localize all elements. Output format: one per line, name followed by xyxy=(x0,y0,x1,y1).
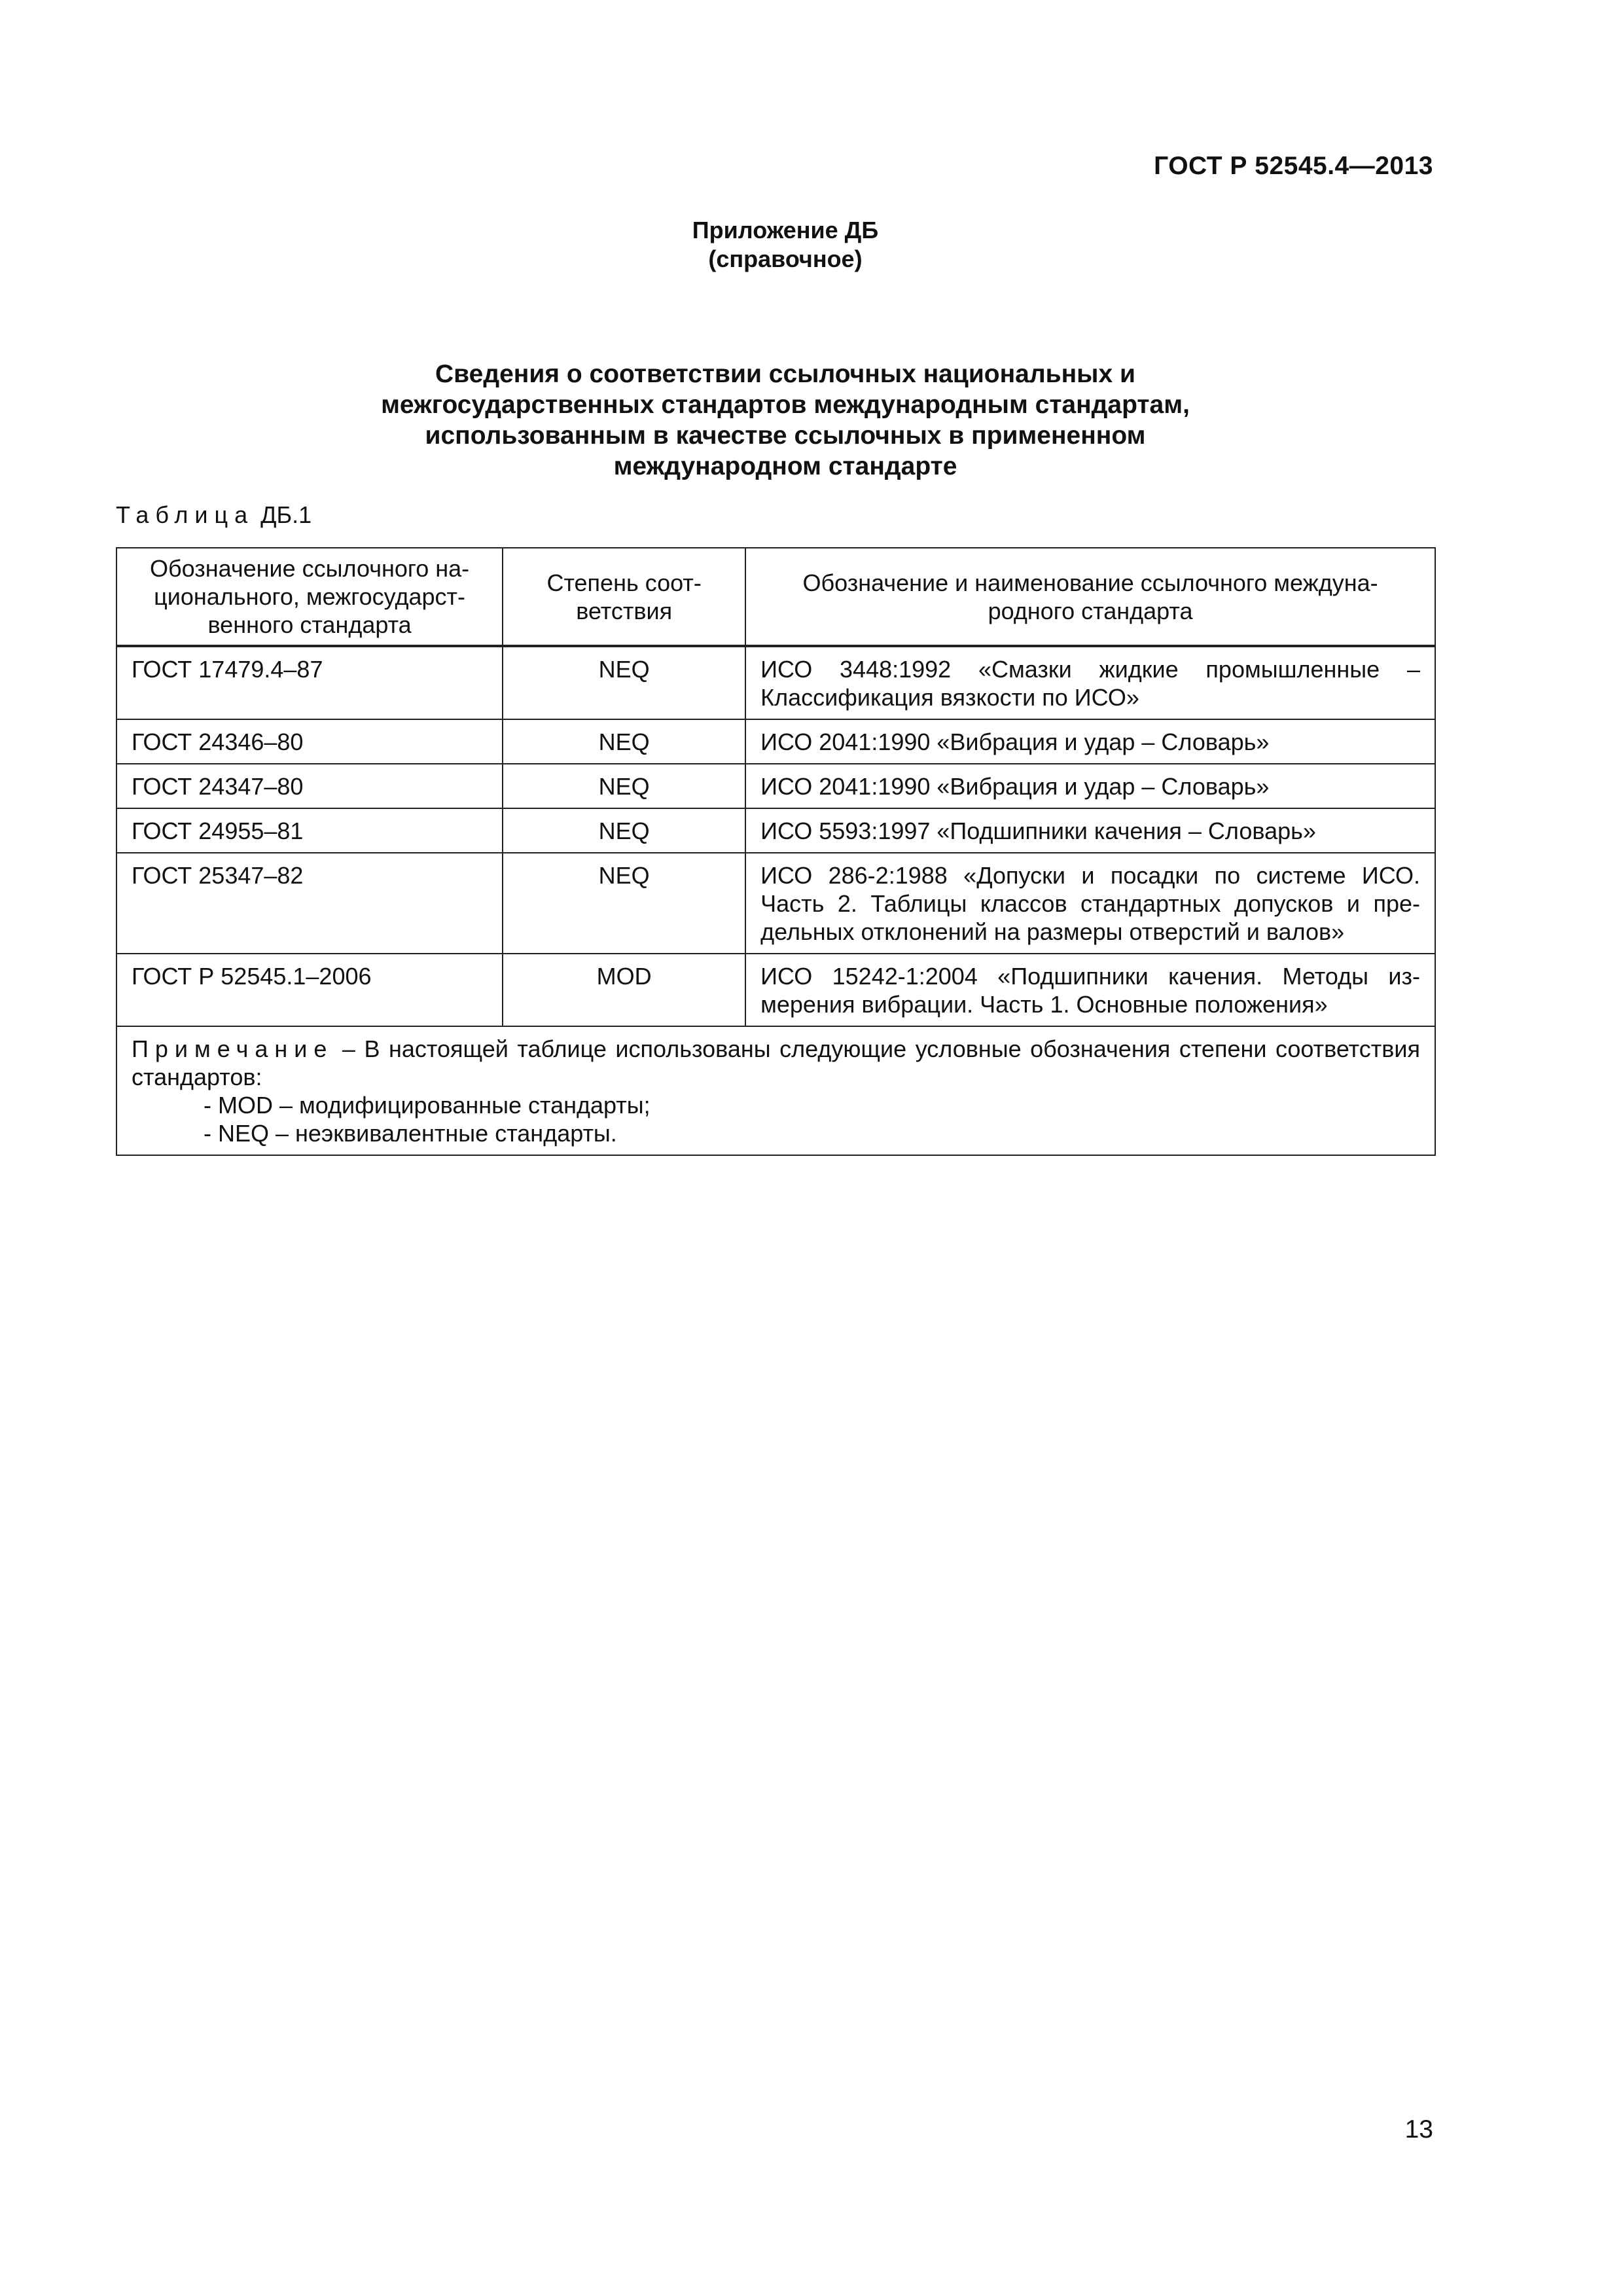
cell-international: ИСО 15242-1:2004 «Подшипники качения. Методы измерения вибрации. Часть 1. Основные положения» xyxy=(745,954,1435,1026)
standards-table xyxy=(116,547,1436,1156)
note-item: - MOD – модифицированные стандарты; xyxy=(204,1092,651,1119)
section-title xyxy=(0,359,1571,482)
table-row xyxy=(116,764,1435,808)
note-body: – В настоящей таблице использованы следующие условные обозначения степени соответствия стандартов: xyxy=(132,1035,1420,1090)
cell-international: ИСО 2041:1990 «Вибрация и удар – Словарь» xyxy=(745,719,1435,764)
section-title-line: международном стандарте xyxy=(613,452,957,480)
table-row xyxy=(116,808,1435,853)
cell-degree: NEQ xyxy=(503,808,745,853)
table-caption-word: Таблица xyxy=(116,501,255,528)
table-row xyxy=(116,853,1435,954)
appendix-title: Приложение ДБ xyxy=(692,217,879,243)
table-note xyxy=(116,1026,1435,1155)
section-title-line: межгосударственных стандартов международным стандартам, xyxy=(381,391,1190,419)
table-header-row xyxy=(116,548,1435,646)
cell-international: ИСО 2041:1990 «Вибрация и удар – Словарь» xyxy=(745,764,1435,808)
cell-degree: NEQ xyxy=(503,646,745,719)
appendix-subtitle: (справочное) xyxy=(708,245,863,272)
cell-national: ГОСТ 24955–81 xyxy=(116,808,503,853)
cell-degree: NEQ xyxy=(503,719,745,764)
cell-degree: NEQ xyxy=(503,853,745,954)
table-caption xyxy=(116,501,312,529)
table-row xyxy=(116,954,1435,1026)
table-row xyxy=(116,719,1435,764)
table-row xyxy=(116,646,1435,719)
section-title-line: использованным в качестве ссылочных в примененном xyxy=(425,422,1146,450)
cell-degree: NEQ xyxy=(503,764,745,808)
table-note-row xyxy=(116,1026,1435,1155)
cell-international: ИСО 5593:1997 «Подшипники качения – Словарь» xyxy=(745,808,1435,853)
cell-national: ГОСТ Р 52545.1–2006 xyxy=(116,954,503,1026)
cell-international: ИСО 286-2:1988 «Допуски и посадки по системе ИСО. Часть 2. Таблицы классов стандартных допусков и предельных отклонений на размеры отверстий и валов» xyxy=(745,853,1435,954)
cell-degree: MOD xyxy=(503,954,745,1026)
cell-national: ГОСТ 24347–80 xyxy=(116,764,503,808)
table-caption-number: ДБ.1 xyxy=(260,501,312,528)
note-item: - NEQ – неэквивалентные стандарты. xyxy=(204,1120,617,1147)
cell-national: ГОСТ 25347–82 xyxy=(116,853,503,954)
header-international-standard: Обозначение и наименование ссылочного междуна- родного стандарта xyxy=(745,548,1435,646)
cell-international: ИСО 3448:1992 «Смазки жидкие промышленные – Классификация вязкости по ИСО» xyxy=(745,646,1435,719)
document-code: ГОСТ Р 52545.4—2013 xyxy=(1154,152,1433,180)
cell-national: ГОСТ 17479.4–87 xyxy=(116,646,503,719)
cell-national: ГОСТ 24346–80 xyxy=(116,719,503,764)
header-degree: Степень соот- ветствия xyxy=(503,548,745,646)
header-national-standard: Обозначение ссылочного на- ционального, межгосударст- венного стандарта xyxy=(116,548,503,646)
page-number: 13 xyxy=(1404,2115,1433,2144)
note-text xyxy=(132,1035,1420,1091)
note-label: Примечание xyxy=(132,1035,334,1062)
appendix-heading xyxy=(0,216,1571,274)
section-title-line: Сведения о соответствии ссылочных национальных и xyxy=(435,360,1135,388)
